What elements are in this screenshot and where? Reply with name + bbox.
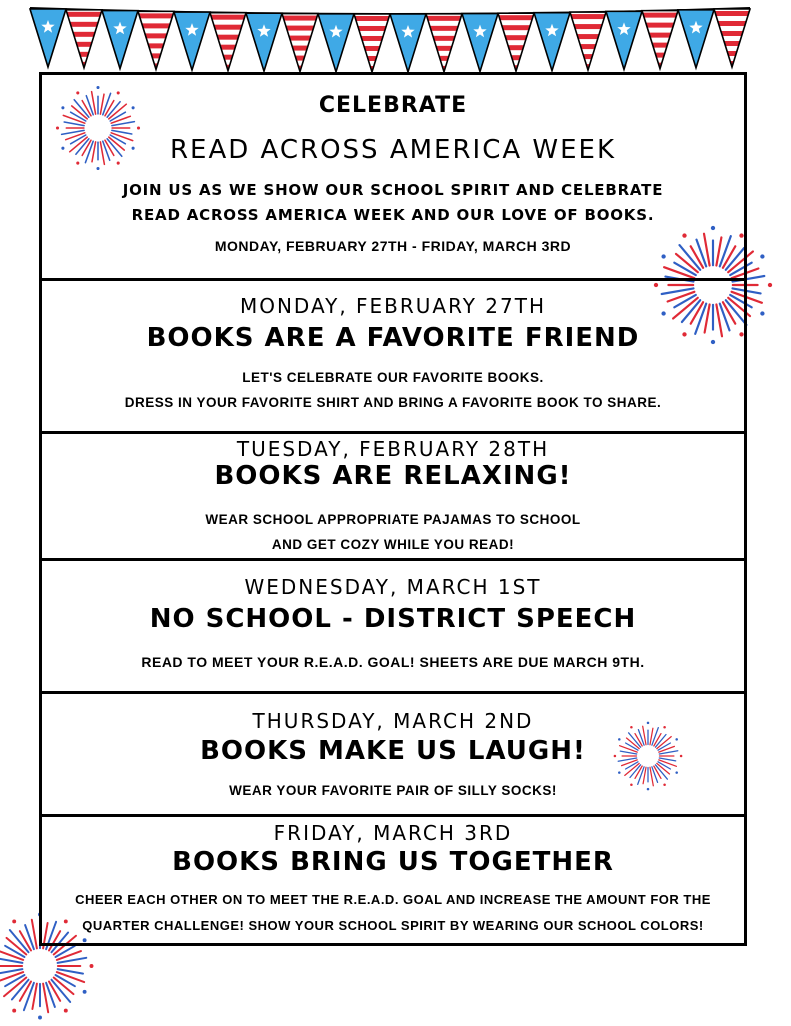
day-theme: BOOKS BRING US TOGETHER	[172, 847, 614, 877]
day-detail-line-1: WEAR YOUR FAVORITE PAIR OF SILLY SOCKS!	[229, 783, 557, 798]
bunting-flag-icon	[426, 14, 462, 74]
bunting-flag-icon	[246, 13, 282, 71]
day-section-wednesday	[42, 558, 744, 691]
bunting-banner	[0, 0, 791, 80]
bunting-flag-icon	[570, 12, 606, 72]
bunting-flag-icon	[318, 14, 354, 72]
bunting-flag-icon	[498, 13, 534, 73]
day-heading: MONDAY, FEBRUARY 27TH	[239, 294, 547, 318]
bunting-flag-icon	[282, 14, 318, 74]
intro-lead-line-1: JOIN US AS WE SHOW OUR SCHOOL SPIRIT AND CELEBRATE	[122, 181, 664, 199]
day-heading: TUESDAY, FEBRUARY 28TH	[236, 437, 550, 461]
bunting-flag-icon	[210, 13, 246, 73]
day-detail-line-2: QUARTER CHALLENGE! SHOW YOUR SCHOOL SPIRIT BY WEARING OUR SCHOOL COLORS!	[82, 918, 704, 933]
bunting-flag-icon	[678, 10, 714, 68]
bunting-flag-icon	[534, 13, 570, 71]
bunting-flag-icon	[390, 14, 426, 72]
bunting-flag-icon	[642, 11, 678, 71]
day-heading: THURSDAY, MARCH 2ND	[252, 709, 534, 733]
intro-dates: MONDAY, FEBRUARY 27TH - FRIDAY, MARCH 3RD	[214, 238, 572, 254]
flyer-frame	[39, 72, 747, 946]
day-detail-line-1: WEAR SCHOOL APPROPRIATE PAJAMAS TO SCHOOL	[205, 512, 581, 527]
day-theme: BOOKS ARE A FAVORITE FRIEND	[146, 323, 640, 353]
intro-section	[42, 75, 744, 278]
day-detail-line-1: CHEER EACH OTHER ON TO MEET THE R.E.A.D. GOAL AND INCREASE THE AMOUNT FOR THE	[75, 892, 711, 907]
day-theme: BOOKS MAKE US LAUGH!	[200, 736, 586, 766]
day-theme: NO SCHOOL - DISTRICT SPEECH	[149, 604, 637, 634]
bunting-flag-icon	[714, 9, 750, 69]
day-heading: FRIDAY, MARCH 3RD	[273, 821, 513, 845]
bunting-flag-icon	[606, 11, 642, 69]
bunting-flag-icon	[66, 10, 102, 70]
bunting-flag-icon	[30, 9, 66, 67]
day-section-thursday	[42, 691, 744, 814]
bunting-flag-icon	[138, 11, 174, 71]
day-detail-line-1: READ TO MEET YOUR R.E.A.D. GOAL! SHEETS ARE DUE MARCH 9TH.	[141, 654, 645, 670]
bunting-flag-icon	[462, 14, 498, 72]
day-section-tuesday	[42, 431, 744, 558]
day-section-monday	[42, 278, 744, 431]
bunting-flag-icon	[354, 14, 390, 74]
bunting-flag-icon	[102, 11, 138, 69]
day-detail-line-1: LET'S CELEBRATE OUR FAVORITE BOOKS.	[242, 370, 544, 385]
day-heading: WEDNESDAY, MARCH 1ST	[244, 575, 542, 599]
intro-title: CELEBRATE	[318, 93, 468, 118]
intro-subtitle: READ ACROSS AMERICA WEEK	[169, 135, 617, 165]
bunting-flag-icon	[174, 12, 210, 70]
day-detail-line-2: DRESS IN YOUR FAVORITE SHIRT AND BRING A FAVORITE BOOK TO SHARE.	[124, 395, 662, 410]
day-section-friday	[42, 814, 744, 943]
day-theme: BOOKS ARE RELAXING!	[214, 461, 572, 491]
day-detail-line-2: AND GET COZY WHILE YOU READ!	[271, 537, 515, 552]
intro-lead-line-2: READ ACROSS AMERICA WEEK AND OUR LOVE OF BOOKS.	[131, 206, 655, 224]
